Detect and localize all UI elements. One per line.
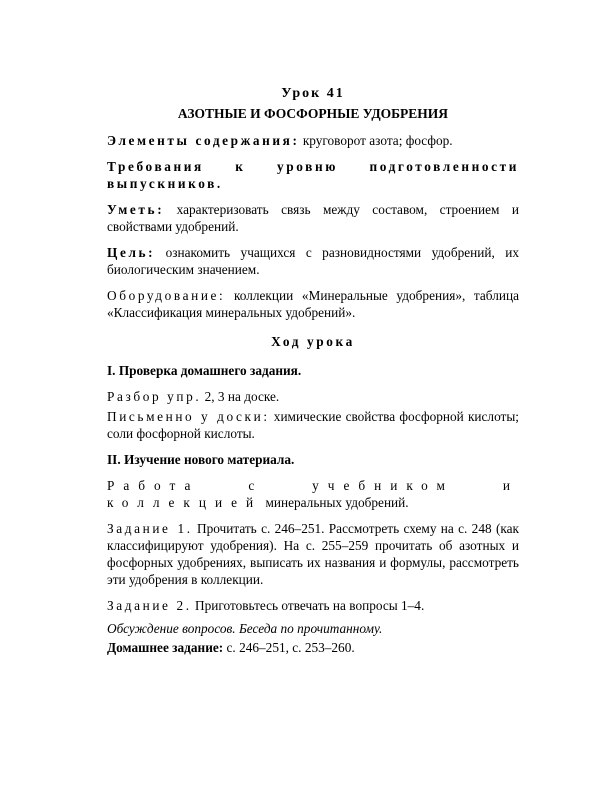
work-text: минеральных удобрений. bbox=[265, 495, 409, 510]
document-body bbox=[107, 85, 519, 656]
written-label: Письменно у доски: bbox=[107, 409, 270, 424]
homework-text: с. 246–251, с. 253–260. bbox=[226, 640, 355, 655]
topic-title: АЗОТНЫЕ И ФОСФОРНЫЕ УДОБРЕНИЯ bbox=[177, 106, 449, 121]
task2-paragraph bbox=[107, 597, 519, 614]
board-label: Разбор упр. bbox=[107, 389, 202, 404]
work-label: Работа с учебником и коллекцией bbox=[107, 478, 519, 510]
task1-label: Задание 1. bbox=[107, 521, 193, 536]
work-paragraph bbox=[107, 477, 519, 511]
board-paragraph bbox=[107, 388, 519, 405]
requirements-label: Требования к уровню подготовленности bbox=[107, 159, 519, 174]
lesson-title: Урок 41 bbox=[281, 86, 345, 101]
section2-heading: II. Изучение нового материала. bbox=[107, 452, 295, 467]
skills-paragraph bbox=[107, 201, 519, 235]
written-text: химические свойства фосфорной кислоты; соли фосфорной кислоты. bbox=[107, 409, 519, 441]
equipment-text: коллекции «Минеральные удобрения», таблица «Классификация минеральных удобрений». bbox=[107, 288, 519, 320]
discussion-line: Обсуждение вопросов. Беседа по прочитанному. bbox=[107, 621, 383, 636]
lesson-flow-heading: Ход урока bbox=[271, 334, 355, 349]
content-elements-text: круговорот азота; фосфор. bbox=[302, 133, 453, 148]
task2-label: Задание 2. bbox=[107, 598, 192, 613]
content-elements-paragraph bbox=[107, 132, 519, 149]
board-text: 2, 3 на доске. bbox=[204, 389, 280, 404]
goal-label: Цель: bbox=[107, 245, 156, 260]
section1-heading: I. Проверка домашнего задания. bbox=[107, 363, 302, 378]
goal-paragraph bbox=[107, 244, 519, 278]
written-paragraph bbox=[107, 408, 519, 442]
content-elements-label: Элементы содержания: bbox=[107, 133, 300, 148]
equipment-label: Оборудование: bbox=[107, 288, 226, 303]
goal-text: ознакомить учащихся с разновидностями удобрений, их биологическим значением. bbox=[107, 245, 520, 277]
homework-paragraph bbox=[107, 639, 519, 656]
task1-paragraph bbox=[107, 520, 519, 588]
skills-text: характеризовать связь между составом, строением и свойствами удобрений. bbox=[107, 202, 519, 234]
skills-label: Уметь: bbox=[107, 202, 165, 217]
requirements-label-tail: выпускников. bbox=[107, 176, 223, 191]
task1-text: Прочитать с. 246–251. Рассмотреть схему на с. 248 (как классифицируют удобрения). На с. 255–259 прочитать об азотных и фосфорных удобрениях, выписать их названия и формулы, рассмотреть эти удобрения в коллекции. bbox=[107, 521, 519, 587]
equipment-paragraph bbox=[107, 287, 519, 321]
homework-label: Домашнее задание: bbox=[107, 640, 224, 655]
task2-text: Приготовьтесь отвечать на вопросы 1–4. bbox=[195, 598, 425, 613]
